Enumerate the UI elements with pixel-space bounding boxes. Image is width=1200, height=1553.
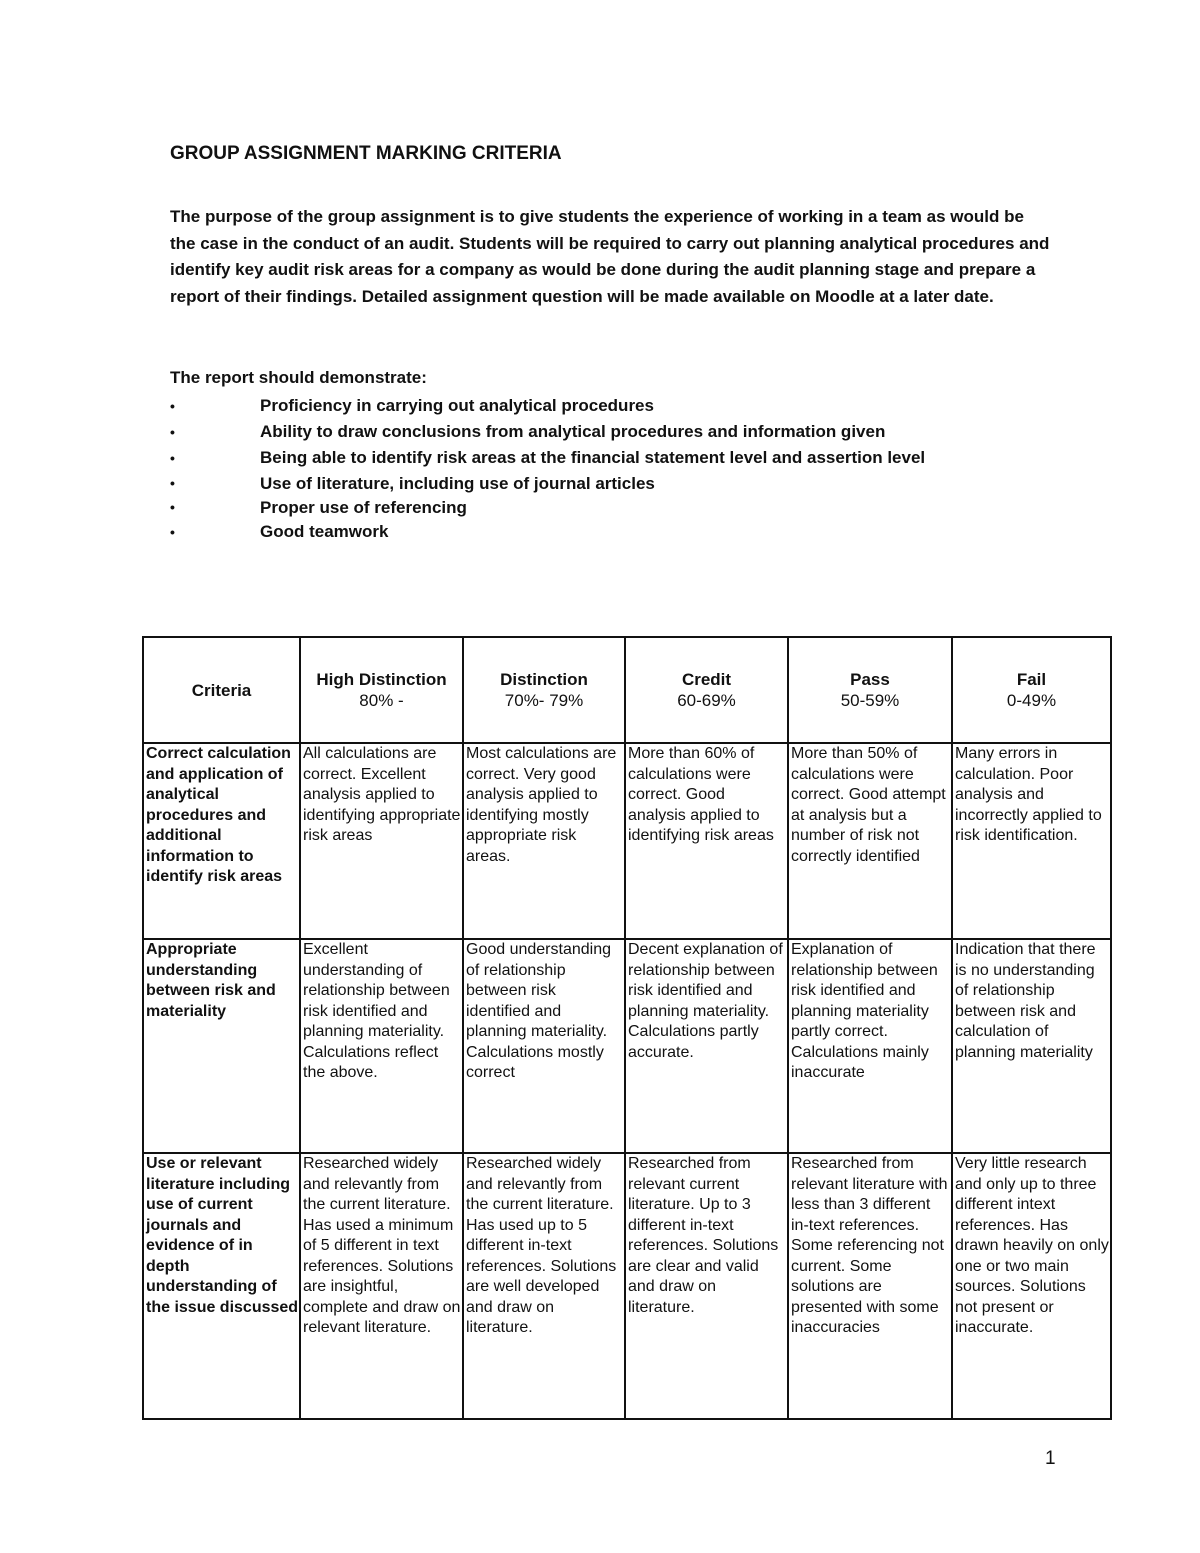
header-pass [788,637,952,743]
demonstrate-lead: The report should demonstrate: [170,368,427,387]
criterion-cell: Correct calculation and application of analytical procedures and additional information to identify risk areas [143,743,300,939]
table-cell: Indication that there is no understanding of relationship between risk and calculation of planning materiality [952,939,1111,1153]
table-cell: All calculations are correct. Excellent analysis applied to identifying appropriate risk areas [300,743,463,939]
bullet-icon: • [170,424,175,440]
table-cell: Excellent understanding of relationship between risk identified and planning materiality. Calculations reflect the above. [300,939,463,1153]
header-distinction [463,637,625,743]
table-row [143,1153,1111,1419]
list-item-text: Proper use of referencing [260,498,467,517]
table-cell: More than 60% of calculations were correct. Good analysis applied to identifying risk areas [625,743,788,939]
bullet-icon: • [170,398,175,414]
demonstrate-list [170,393,925,545]
header-range: 50-59% [840,691,900,710]
table-cell: Researched from relevant current literature. Up to 3 different in-text references. Solutions are clear and valid and draw on literature. [625,1153,788,1419]
table-cell: Researched widely and relevantly from the current literature. Has used up to 5 different in-text references. Solutions are well developed and draw on literature. [463,1153,625,1419]
table-cell: Many errors in calculation. Poor analysis and incorrectly applied to risk identification. [952,743,1111,939]
list-item [170,496,925,519]
list-item [170,445,925,471]
list-item-text: Proficiency in carrying out analytical procedures [260,396,654,415]
bullet-icon: • [170,499,175,515]
page-number: 1 [1045,1448,1056,1469]
header-criteria [143,637,300,743]
table-cell: Good understanding of relationship between risk identified and planning materiality. Calculations mostly correct [463,939,625,1153]
header-fail [952,637,1111,743]
header-label: Criteria [191,680,252,700]
criterion-cell: Use or relevant literature including use of current journals and evidence of in depth understanding of the issue discussed [143,1153,300,1419]
bullet-icon: • [170,524,175,540]
header-label: Pass [850,670,890,689]
header-credit [625,637,788,743]
list-item [170,471,925,496]
table-cell: Very little research and only up to three different intext references. Has drawn heavily on only one or two main sources. Solutions not present or inaccurate. [952,1153,1111,1419]
list-item-text: Ability to draw conclusions from analytical procedures and information given [260,422,886,441]
table-cell: Researched widely and relevantly from the current literature. Has used a minimum of 5 different in text references. Solutions are insightful, complete and draw on relevant literature. [300,1153,463,1419]
intro-paragraph: The purpose of the group assignment is to give students the experience of working in a team as would be the case in the conduct of an audit. Students will be required to carry out planning analytical procedures and identify key audit risk areas for a company as would be done during the audit planning stage and prepare a report of their findings. Detailed assignment question will be made available on Moodle at a later date. [170,207,1050,306]
header-label: Distinction [500,670,588,689]
header-range: 60-69% [677,691,736,710]
header-range: 70%- 79% [504,691,584,710]
list-item-text: Use of literature, including use of journal articles [260,474,655,493]
table-cell: Researched from relevant literature with less than 3 different in-text references. Some referencing not current. Some solutions are presented with some inaccuracies [788,1153,952,1419]
bullet-icon: • [170,475,175,491]
table-cell: Decent explanation of relationship between risk identified and planning materiality. Calculations partly accurate. [625,939,788,1153]
marking-criteria-table [142,636,1112,1420]
header-label: High Distinction [316,670,447,689]
table-cell: Most calculations are correct. Very good analysis applied to identifying mostly appropriate risk areas. [463,743,625,939]
table-header-row [143,637,1111,743]
bullet-icon: • [170,450,175,466]
list-item [170,419,925,445]
table-row [143,939,1111,1153]
header-high-distinction [300,637,463,743]
page-title: GROUP ASSIGNMENT MARKING CRITERIA [170,143,562,164]
header-label: Fail [1016,670,1047,689]
header-label: Credit [681,670,732,689]
header-range: 0-49% [1006,691,1057,710]
table-cell: Explanation of relationship between risk identified and planning materiality partly correct. Calculations mainly inaccurate [788,939,952,1153]
table-cell: More than 50% of calculations were correct. Good attempt at analysis but a number of risk not correctly identified [788,743,952,939]
list-item-text: Good teamwork [260,522,389,541]
criterion-cell: Appropriate understanding between risk and materiality [143,939,300,1153]
table-row [143,743,1111,939]
list-item [170,519,925,545]
list-item-text: Being able to identify risk areas at the financial statement level and assertion level [260,448,926,467]
list-item [170,393,925,419]
header-range: 80% - [359,691,404,710]
